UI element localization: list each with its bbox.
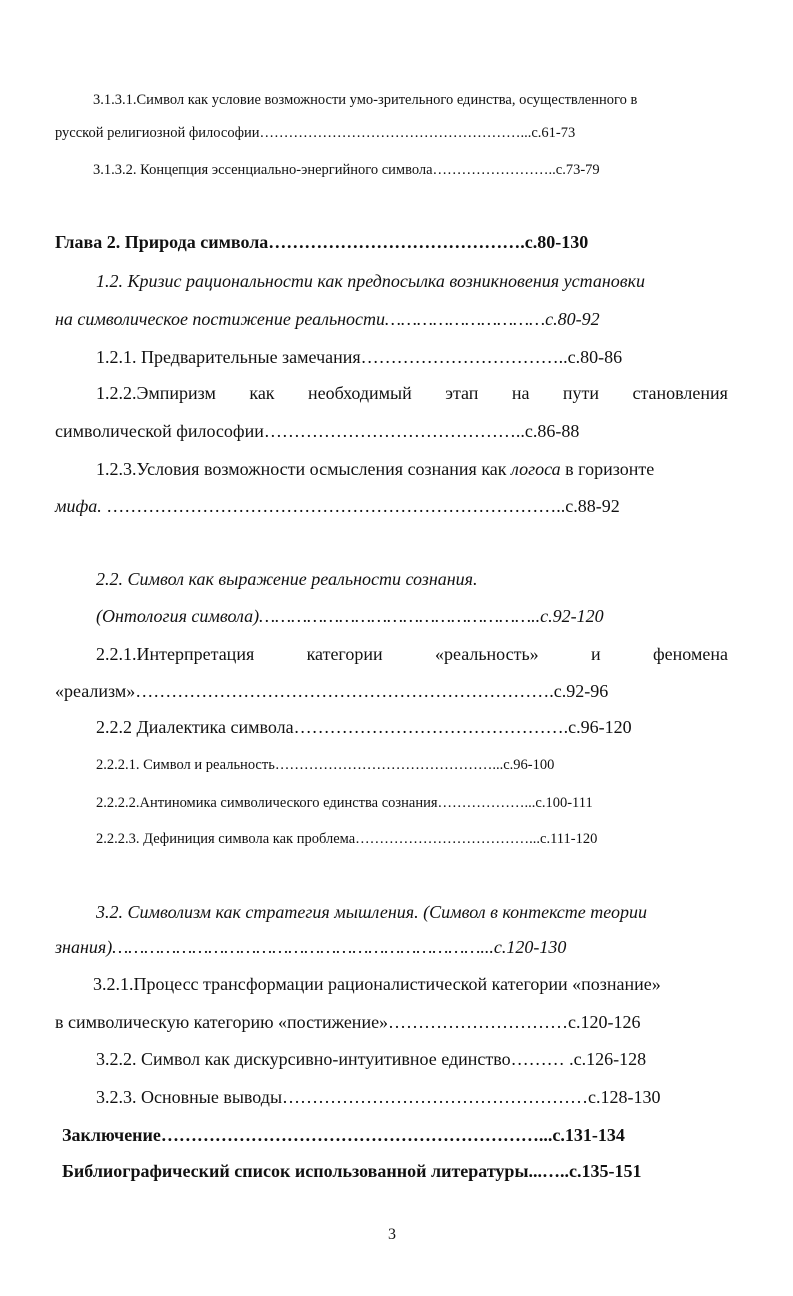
- text: …………………………………………………………………..с.88-92: [101, 496, 620, 516]
- word: «реальность»: [434, 644, 539, 664]
- page-number: 3: [388, 1226, 396, 1243]
- chapter-2-heading: Глава 2. Природа символа…………………………………….с.80-130: [55, 232, 589, 252]
- toc-entry-1-2-1: 1.2.1. Предварительные замечания……………………………..с.80-86: [96, 347, 623, 367]
- word: и: [591, 644, 601, 664]
- toc-line: [55, 497, 620, 515]
- word: феномена: [653, 644, 728, 664]
- toc-line: на символическое постижение реальности…………………………с.80-92: [55, 309, 600, 329]
- toc-entry-2-2-2-3: 2.2.2.3. Дефиниция символа как проблема………………………………...с.111-120: [96, 831, 598, 847]
- toc-line: 2.2. Символ как выражение реальности сознания.: [96, 569, 478, 589]
- toc-line: 1.2. Кризис рациональности как предпосылка возникновения установки: [96, 271, 645, 291]
- toc-entry-2-2-2-1: 2.2.2.1. Символ и реальность………………………………………...с.96-100: [96, 757, 555, 773]
- toc-entry-3-2-3: 3.2.3. Основные выводы……………………………………………с.128-130: [96, 1087, 661, 1107]
- word: 1.2.2.Эмпиризм: [96, 383, 216, 403]
- word: пути: [562, 383, 600, 403]
- toc-line: [96, 460, 654, 478]
- toc-line: в символическую категорию «постижение»…………………………с.120-126: [55, 1012, 641, 1032]
- toc-justified-line: [96, 384, 728, 402]
- toc-justified-line: [96, 645, 728, 663]
- italic-term: мифа.: [55, 496, 102, 516]
- italic-term: логоса: [511, 459, 561, 479]
- toc-entry-3-2-2: 3.2.2. Символ как дискурсивно-интуитивное единство……… .с.126-128: [96, 1049, 647, 1069]
- word: необходимый: [307, 383, 412, 403]
- toc-line: русской религиозной философии………………………………………………...с.61-73: [55, 125, 576, 141]
- word: как: [249, 383, 275, 403]
- word: категории: [306, 644, 383, 664]
- text: 1.2.3.Условия возможности осмысления сознания как: [96, 459, 512, 479]
- toc-entry-3-1-3-2: 3.1.3.2. Концепция эссенциально-энергийного символа……………………..с.73-79: [93, 162, 600, 178]
- toc-conclusion: Заключение………………………………………………………...с.131-134: [62, 1125, 625, 1145]
- toc-line: символической философии……………………………………..с.86-88: [55, 421, 580, 441]
- toc-line: 3.2.1.Процесс трансформации рационалистической категории «познание»: [93, 974, 661, 994]
- word: 2.2.1.Интерпретация: [96, 644, 255, 664]
- toc-bibliography: Библиографический список использованной литературы...…..с.135-151: [62, 1161, 642, 1181]
- word: становления: [632, 383, 728, 403]
- toc-line: знания)……………………………………………………………...с.120-130: [55, 937, 567, 957]
- toc-line: (Онтология символа)……………………………………………..с.92-120: [96, 606, 604, 626]
- toc-entry-2-2-2-2: 2.2.2.2.Антиномика символического единства сознания………………...с.100-111: [96, 795, 593, 811]
- toc-line: 3.2. Символизм как стратегия мышления. (Символ в контексте теории: [96, 902, 648, 922]
- text: в горизонте: [560, 459, 655, 479]
- toc-line: «реализм»…………………………………………………………….с.92-96: [55, 681, 609, 701]
- word: на: [511, 383, 530, 403]
- word: этап: [445, 383, 479, 403]
- toc-entry-2-2-2: 2.2.2 Диалектика символа……………………………………….с.96-120: [96, 717, 632, 737]
- toc-line: 3.1.3.1.Символ как условие возможности умо-зрительного единства, осуществленного в: [93, 92, 638, 108]
